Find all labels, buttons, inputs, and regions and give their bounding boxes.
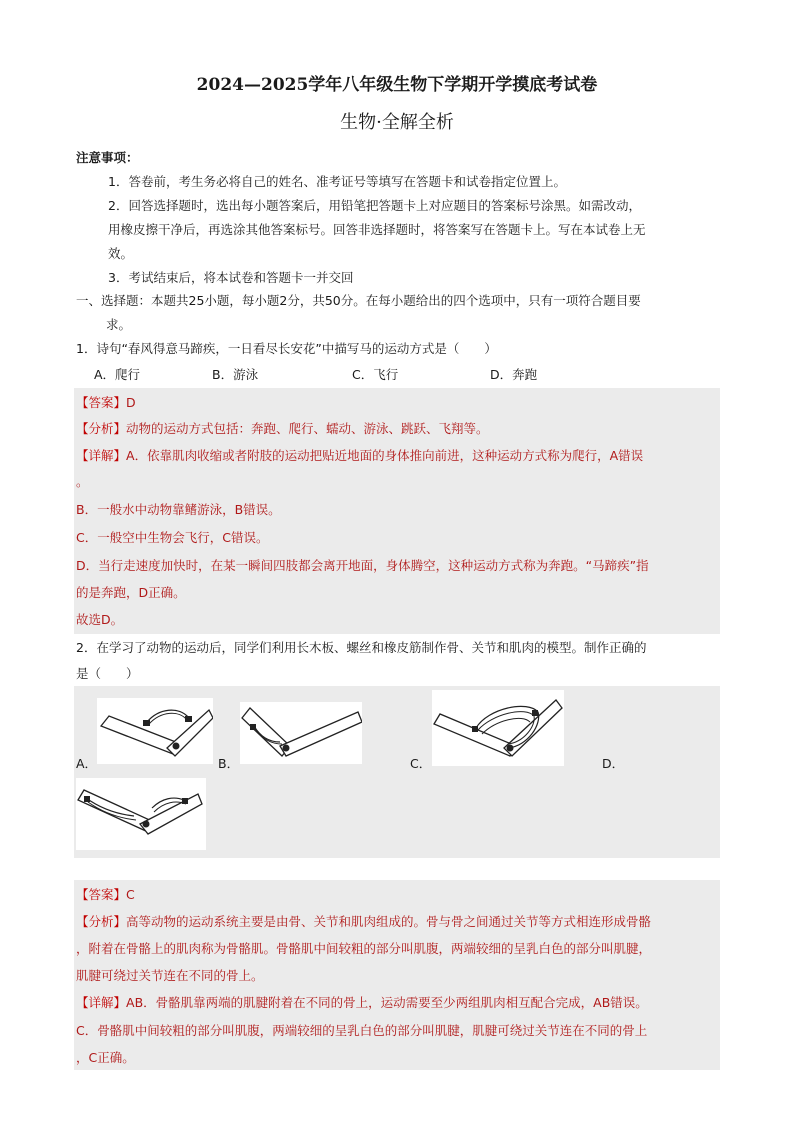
q2-analysis-label: 【分析】 [76,914,127,929]
q2-figure-d [76,778,206,850]
page-subtitle: 生物·全解全析 [340,112,454,133]
q2-detail-c-end: ，C正确。 [76,1050,135,1065]
q1-detail [76,446,643,464]
q1-option-b: B．游泳 [212,367,259,382]
q1-analysis-text: 动物的运动方式包括：奔跑、爬行、蠕动、游泳、跳跃、飞翔等。 [126,421,489,436]
q1-option-d: D．奔跑 [490,367,538,382]
q2-answer-label: 【答案】 [76,887,127,902]
q1-answer-label: 【答案】 [76,395,127,410]
q1-answer [76,393,136,411]
q1-detail-c: C．一般空中生物会飞行，C错误。 [76,530,269,545]
q2-stem: 2．在学习了动物的运动后，同学们利用长木板、螺丝和橡皮筋制作骨、关节和肌肉的模型。制作正确的 [76,640,647,655]
q2-stem-cont: 是（ ） [76,666,139,681]
notice-item-2: 2．回答选择题时，选出每小题答案后，用铅笔把答题卡上对应题目的答案标号涂黑。如需改动， [108,198,641,213]
q1-option-a: A．爬行 [94,367,141,382]
q1-detail-b: B．一般水中动物靠鳍游泳，B错误。 [76,502,281,517]
q1-detail-d: D．当行走速度加快时，在某一瞬间四肢都会离开地面，身体腾空，这种运动方式称为奔跑。“马蹄疾”指 [76,558,649,573]
q2-detail-c: C．骨骼肌中间较粗的部分叫肌腹，两端较细的呈乳白色的部分叫肌腱，肌腱可绕过关节连在不同的骨上 [76,1023,648,1038]
notice-item-1: 1．答卷前，考生务必将自己的姓名、准考证号等填写在答题卡和试卷指定位置上。 [108,174,566,189]
q1-analysis-label: 【分析】 [76,421,127,436]
q2-answer [76,885,135,903]
q1-detail-a: A．依靠肌肉收缩或者附肢的运动把贴近地面的身体推向前进，这种运动方式称为爬行，A错误 [126,448,644,463]
q2-detail [76,993,648,1011]
q2-option-d-label: D． [602,756,625,771]
section-heading: 一、选择题：本题共25小题，每小题2分，共50分。在每小题给出的四个选项中，只有一项符合题目要 [76,293,641,308]
q1-detail-label: 【详解】 [76,448,127,463]
q2-figure-b [240,702,362,764]
notice-item-2-cont: 用橡皮擦干净后，再选涂其他答案标号。回答非选择题时，将答案写在答题卡上。写在本试卷上无 [108,222,646,237]
q2-figure-a [97,698,213,764]
q2-answer-value: C [126,887,135,902]
notice-item-2-end: 效。 [108,246,134,261]
section-heading-cont: 求。 [106,317,132,332]
q2-option-b-label: B． [218,756,240,771]
q1-detail-a-end: 。 [76,474,89,489]
q2-figure-c [432,690,564,766]
q2-analysis [76,912,651,930]
q1-stem: 1．诗句“春风得意马蹄疾，一日看尽长安花”中描写马的运动方式是（ ） [76,341,497,356]
q2-detail-label: 【详解】 [76,995,127,1010]
q1-conclusion: 故选D。 [76,612,124,627]
q1-option-c: C．飞行 [352,367,399,382]
q2-option-a-label: A． [76,756,98,771]
q1-answer-value: D [126,395,136,410]
notice-item-3: 3．考试结束后，将本试卷和答题卡一并交回 [108,270,354,285]
q2-detail-ab: AB．骨骼肌靠两端的肌腱附着在不同的骨上，运动需要至少两组肌肉相互配合完成，AB错误。 [126,995,648,1010]
q1-detail-d-end: 的是奔跑，D正确。 [76,585,186,600]
q1-analysis [76,419,489,437]
page-title: 2024—2025学年八年级生物下学期开学摸底考试卷 [196,75,598,95]
notice-heading: 注意事项： [76,150,139,165]
q2-analysis-text: 高等动物的运动系统主要是由骨、关节和肌肉组成的。骨与骨之间通过关节等方式相连形成骨骼 [126,914,652,929]
q2-option-c-label: C． [410,756,432,771]
q2-analysis-line3: 肌腱可绕过关节连在不同的骨上。 [76,968,264,983]
q2-analysis-line2: ，附着在骨骼上的肌肉称为骨骼肌。骨骼肌中间较粗的部分叫肌腹，两端较细的呈乳白色的部分叫肌腱， [76,941,652,956]
